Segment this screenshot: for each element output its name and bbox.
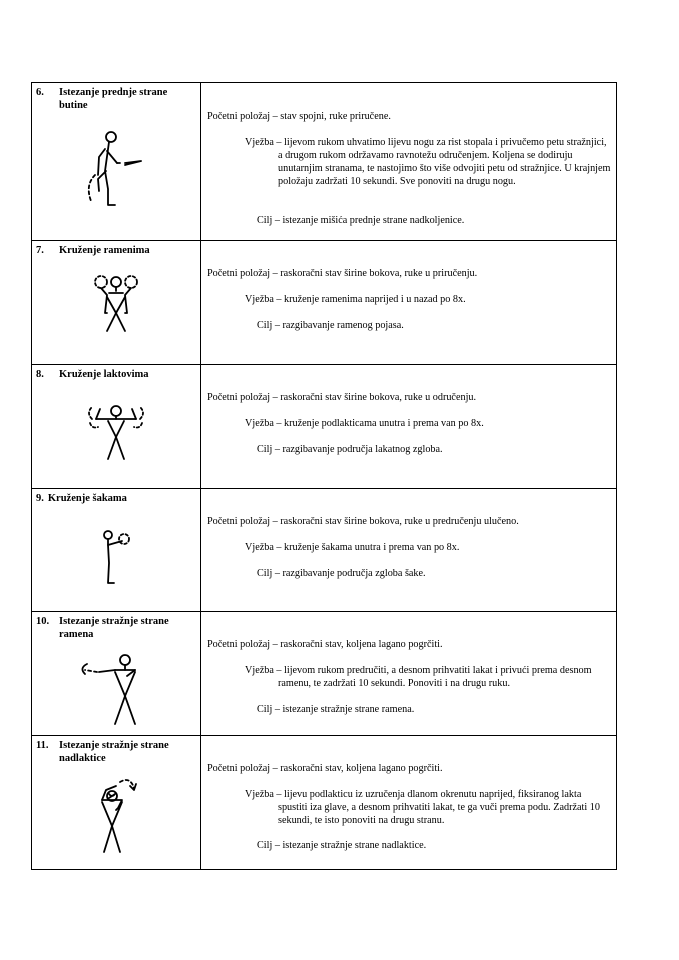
exercise-description-cell xyxy=(201,241,617,365)
exercise-description-cell xyxy=(201,365,617,489)
exercise-number: 8. xyxy=(36,369,44,380)
start-position-text: Početni položaj – raskoračni stav širine bokova, ruke u predručenju ulučeno. xyxy=(207,516,519,527)
exercise-number: 9. xyxy=(36,493,44,504)
goal-text: Cilj – istezanje stražnje strane nadlaktice. xyxy=(257,840,427,851)
exercise-title xyxy=(32,365,200,381)
exercise-title-text: Kruženje laktovima xyxy=(59,369,149,380)
exercise-title-text: Kruženje šakama xyxy=(47,493,127,504)
exercise-title xyxy=(32,612,200,641)
goal-text: Cilj – razgibavanje ramenog pojasa. xyxy=(257,320,404,331)
exercise-name-cell xyxy=(32,365,201,489)
exercise-number: 7. xyxy=(36,245,44,256)
exercise-title-text: Istezanje stražnje strane nadlaktice xyxy=(59,740,169,764)
exercise-title-text: Istezanje stražnje strane ramena xyxy=(59,616,169,640)
exercise-text: Vježba – kruženje podlakticama unutra i prema van po 8x. xyxy=(245,418,484,429)
exercise-table xyxy=(31,82,617,870)
exercise-number: 11. xyxy=(36,740,49,751)
exercise-text: Vježba – lijevom rukom uhvatimo lijevu nogu za rist stopala i privučemo petu stražnjici, a drugom rukom održavamo ravnotežu odručenjem. Koljena se dodiruju unutarnjim stranama, te nastojimo što više odvojiti petu od stražnjice. U krajnjem položaju zadržati 10 sekundi. Sve ponoviti na drugu nogu. xyxy=(245,137,611,187)
exercise-text: Vježba – kruženje šakama unutra i prema van po 8x. xyxy=(245,542,460,553)
exercise-title-text: Istezanje prednje strane butine xyxy=(59,87,168,111)
exercise-title xyxy=(32,736,200,765)
exercise-description-cell xyxy=(201,612,617,736)
exercise-text: Vježba – lijevom rukom predručiti, a desnom prihvatiti lakat i privući prema desnom ramenu, te zadržati 10 sekundi. Ponoviti i na drugu ruku. xyxy=(245,665,592,689)
table-row xyxy=(32,736,617,870)
table-row xyxy=(32,365,617,489)
exercise-name-cell xyxy=(32,736,201,870)
exercise-name-cell xyxy=(32,612,201,736)
exercise-name-cell xyxy=(32,241,201,365)
exercise-text: Vježba – lijevu podlakticu iz uzručenja dlanom okrenutu naprijed, fiksiranog lakta spustiti iza glave, a desnom prihvatiti lakat, te ga vuči prema podu. Zadržati 10 sekundi, te isto ponoviti na drugu stranu. xyxy=(245,789,600,826)
start-position-text: Početni položaj – raskoračni stav širine bokova, ruke u odručenju. xyxy=(207,392,477,403)
exercise-title-text: Kruženje ramenima xyxy=(59,245,150,256)
exercise-text: Vježba – kruženje ramenima naprijed i u nazad po 8x. xyxy=(245,294,466,305)
exercise-description-cell xyxy=(201,736,617,870)
triceps-stretch-figure-icon xyxy=(32,776,200,858)
exercise-name-cell xyxy=(32,83,201,241)
goal-text: Cilj – razgibavanje područja lakatnog zgloba. xyxy=(257,444,443,455)
goal-text: Cilj – istezanje stražnje strane ramena. xyxy=(257,704,415,715)
exercise-title xyxy=(32,241,200,257)
start-position-text: Početni položaj – raskoračni stav, koljena lagano pogrčiti. xyxy=(207,639,443,650)
leg-stretch-figure-icon xyxy=(32,127,200,217)
table-row xyxy=(32,241,617,365)
elbow-circles-figure-icon xyxy=(32,397,200,467)
exercise-title xyxy=(32,489,200,505)
exercise-title xyxy=(32,83,200,112)
goal-text: Cilj – razgibavanje područja zgloba šake. xyxy=(257,568,426,579)
shoulder-stretch-figure-icon xyxy=(32,648,200,726)
exercise-number: 10. xyxy=(36,616,50,627)
start-position-text: Početni položaj – raskoračni stav, koljena lagano pogrčiti. xyxy=(207,763,443,774)
table-row xyxy=(32,489,617,612)
exercise-description-cell xyxy=(201,83,617,241)
exercise-name-cell xyxy=(32,489,201,612)
start-position-text: Početni položaj – raskoračni stav širine bokova, ruke u priručenju. xyxy=(207,268,478,279)
table-row xyxy=(32,612,617,736)
table-row xyxy=(32,83,617,241)
exercise-number: 6. xyxy=(36,87,44,98)
wrist-circles-figure-icon xyxy=(32,523,200,595)
goal-text: Cilj – istezanje mišića prednje strane nadkoljenice. xyxy=(257,215,465,226)
start-position-text: Početni položaj – stav spojni, ruke priručene. xyxy=(207,111,391,122)
shoulder-circles-figure-icon xyxy=(32,271,200,341)
exercise-description-cell xyxy=(201,489,617,612)
